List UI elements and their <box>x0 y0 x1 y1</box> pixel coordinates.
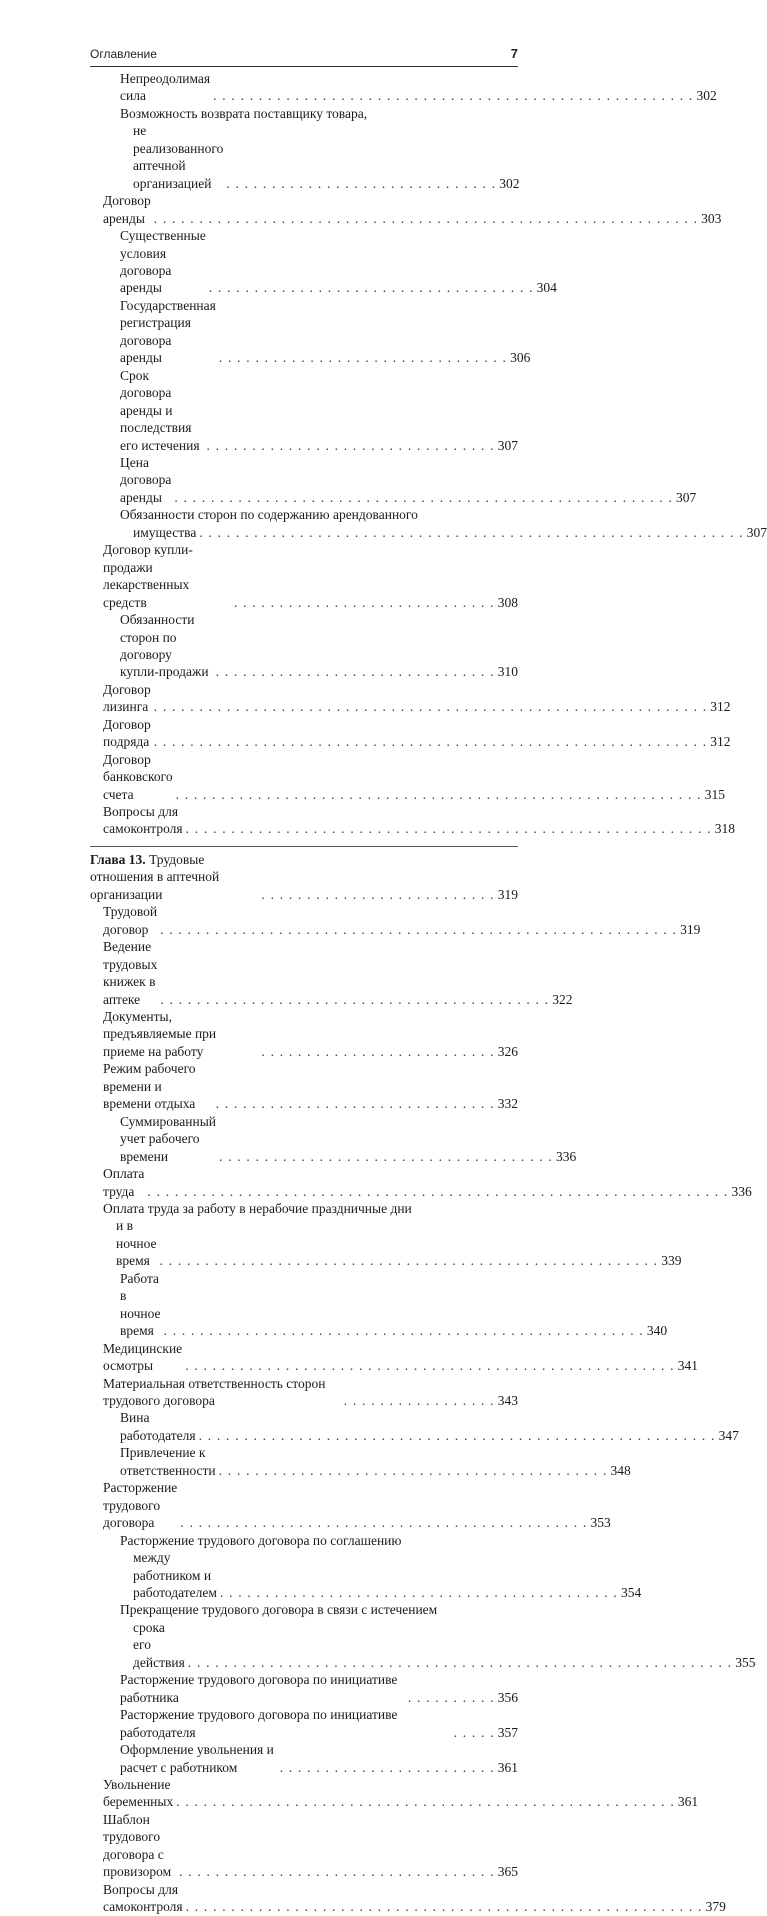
toc-entry-page: 319 <box>680 921 701 937</box>
toc-entry[interactable] <box>90 506 767 541</box>
toc-entry[interactable] <box>90 1113 577 1165</box>
toc-entry-title-continued: между работником и работодателем <box>133 1550 217 1600</box>
toc-entry[interactable] <box>90 1671 518 1706</box>
toc-entry-title: Существенные условия договора аренды <box>120 228 206 296</box>
toc-entry-page: 365 <box>497 1864 518 1880</box>
toc-entry[interactable] <box>90 192 722 227</box>
toc-entry-page: 343 <box>497 1392 518 1408</box>
toc-entry-page: 315 <box>704 786 725 802</box>
toc-entry[interactable] <box>90 297 531 367</box>
toc-entry-title: Работа в ночное время <box>120 1270 161 1339</box>
toc-entry-page: 357 <box>497 1724 518 1740</box>
toc-entry[interactable] <box>90 751 725 803</box>
leader-dots: . . . . . . . . . . . . . . . . . . . . . . . . . . . . . . . . . . . . <box>208 280 534 296</box>
toc-entry-page: 308 <box>497 594 518 610</box>
toc-entry-page: 336 <box>731 1183 752 1199</box>
toc-entry-title: Обязанности сторон по содержанию арендованного <box>120 507 418 523</box>
toc-entry-title: Государственная регистрация договора аренды <box>120 297 216 366</box>
toc-entry-page: 322 <box>552 991 573 1007</box>
leader-dots: . . . . . . . . . . . . . . . . . . . . . . . . . . . . . . . . . . . . . . . . . . . <box>218 1462 608 1478</box>
leader-dots: . . . . . . . . . . . . . . . . . . . . . . . . . . . . . . . . . . . . . . . . . . . . . . . . . . . . . . . . . . . . . <box>153 734 708 750</box>
toc-entry-page: 310 <box>497 664 518 680</box>
leader-dots: . . . . . . . . . . . . . . . . . . . . . . . . . . . . . . . . . . . . . . . . . . . . . . . . . . . . . . . <box>159 1253 659 1269</box>
toc-entry[interactable] <box>90 1165 752 1200</box>
toc-entry-title: Документы, предъявляемые при приеме на работу <box>103 1009 217 1059</box>
toc-entry[interactable] <box>90 803 735 838</box>
toc-entry-page: 336 <box>555 1148 577 1164</box>
toc-entry-title: Непреодолимая сила <box>120 71 211 104</box>
toc-entry[interactable] <box>90 1532 642 1602</box>
toc-entry-page: 318 <box>714 821 735 837</box>
leader-dots: . . . . . . . . . . . . . . . . . . . . . . . . . . . . . . . . . . . . . . . . . . . . . . . . . . . . . . . <box>174 489 674 505</box>
leader-dots: . . . . . . . . . . . . . . . . . . . . . . . . . . . . . <box>233 594 495 610</box>
running-header <box>90 44 518 64</box>
toc-entry-page: 341 <box>677 1358 698 1374</box>
toc-entry[interactable] <box>90 1776 699 1811</box>
leader-dots: . . . . . . . . . . . . . . . . . . . . . . . . . . . . . . . . . . . . . <box>218 1148 553 1164</box>
toc-entry-page: 361 <box>677 1794 699 1810</box>
toc-entry-page: 339 <box>661 1253 682 1269</box>
leader-dots: . . . . . . . . . . . . . . . . . . . . . . . . . . <box>261 1043 495 1059</box>
toc-entry-title-continued: срока его действия <box>133 1619 185 1670</box>
toc-entry-page: 356 <box>497 1689 518 1705</box>
toc-entry-page: 319 <box>497 886 518 902</box>
toc-entry[interactable] <box>90 1479 611 1531</box>
toc-entry[interactable] <box>90 1881 726 1916</box>
toc-entry-title: Расторжение трудового договора по соглашению <box>120 1532 402 1548</box>
leader-dots: . . . . . . . . . . . . . . . . . . . . . . . . . . . . . . . . <box>218 350 508 366</box>
toc-entry-page: 332 <box>497 1096 518 1112</box>
toc-entry[interactable] <box>90 70 717 105</box>
toc-entry-page: 354 <box>620 1584 642 1600</box>
toc-entry-title: Вина работодателя <box>120 1410 196 1443</box>
toc-entry[interactable] <box>90 1409 739 1444</box>
toc-entry-title: Расторжение трудового договора по инициативе работника <box>120 1672 398 1705</box>
toc-entry-title-continued: имущества <box>133 524 197 540</box>
toc-entry-page: 307 <box>676 489 697 505</box>
toc-entry-title-continued: и в ночное время <box>116 1218 157 1269</box>
toc-entry-title: Оформление увольнения и расчет с работником <box>120 1742 274 1775</box>
toc-entry[interactable] <box>90 681 731 716</box>
leader-dots: . . . . . . . . . . . . . . . . . . . . . . . . . . . . . . . . . . . . . . . . . . . . . . . . . . . . . . . . . <box>185 1899 703 1915</box>
toc-entry-title: Договор аренды <box>103 193 151 226</box>
toc-entry[interactable] <box>90 1060 518 1112</box>
toc-entry[interactable] <box>90 1270 668 1340</box>
toc-entry[interactable] <box>90 1811 518 1881</box>
toc-entry[interactable] <box>90 938 573 1008</box>
toc-entry[interactable] <box>90 1200 682 1270</box>
toc-entry-title: Прекращение трудового договора в связи с истечением <box>120 1602 438 1618</box>
toc-entry-title: Расторжение трудового договора <box>103 1480 178 1531</box>
toc-entry-title: Договор купли-продажи лекарственных средств <box>103 542 193 610</box>
table-of-contents <box>90 70 767 1916</box>
toc-chapter-title <box>90 851 258 903</box>
toc-chapter-entry[interactable] <box>90 851 518 903</box>
leader-dots: . . . . . . . . . . . . . . . . . . . . . . . . . . . . . . . . . . . . . . . . . . . . . . . . . . . . . . . . . . <box>185 821 712 837</box>
leader-dots: . . . . . . . . . . . . . . . . . . . . . . . . . . . . . . . . . . . . . . . . . . . . . . . . . . . . . . . . . <box>198 1427 716 1443</box>
toc-entry-page: 302 <box>696 88 717 104</box>
chapter-divider <box>90 846 518 847</box>
toc-entry[interactable] <box>90 454 697 506</box>
leader-dots: . . . . . . . . . . . . . . . . . . . . . . . . . . . . . . . . . . . . . . . . . . . . . . . . . . . . . . . . . . . . <box>199 524 744 540</box>
toc-entry-page: 306 <box>510 350 531 366</box>
leader-dots: . . . . . . . . . . . . . . . . . . . . . . . . . . . . . . . . . . . . . . . . . . . . <box>219 1584 618 1600</box>
toc-entry-title: Расторжение трудового договора по инициативе работодателя <box>120 1707 398 1740</box>
toc-entry-title: Вопросы для самоконтроля <box>103 804 183 837</box>
toc-entry-title-continued: не реализованного аптечной организацией <box>133 123 224 191</box>
toc-entry-title: Цена договора аренды <box>120 454 172 505</box>
toc-entry-title: Ведение трудовых книжек в аптеке <box>103 939 158 1007</box>
toc-entry-title: Шаблон трудового договора с провизором <box>103 1811 172 1880</box>
toc-entry-page: 353 <box>590 1515 611 1531</box>
page-number: 7 <box>510 46 518 61</box>
leader-dots: . . . . . . . . . . <box>407 1689 495 1705</box>
toc-entry-title: Привлечение к ответственности <box>120 1445 216 1478</box>
toc-entry-page: 348 <box>610 1462 631 1478</box>
leader-dots: . . . . . . . . . . . . . . . . . . . . . . . . . . . . . . . . . . . . . . . . . . . . . . . . . . . . . <box>213 88 694 104</box>
toc-entry-title: Трудовой договор <box>103 904 158 937</box>
toc-entry[interactable] <box>90 227 557 297</box>
leader-dots: . . . . . . . . . . . . . . . . . . . . . . . . . . . . . . . . . . . . . . . . . . . . . . . . . . . . . . . . . . <box>175 786 702 802</box>
leader-dots: . . . . . . . . . . . . . . . . . . . . . . . . . . . . . . . <box>215 664 495 680</box>
toc-entry[interactable] <box>90 1008 518 1060</box>
leader-dots: . . . . . . . . . . . . . . . . . . . . . . . . . . . . . . . . . . . . . . . . . . . . . . . . . . . . . . . . . . . . <box>187 1654 733 1670</box>
toc-entry-page: 303 <box>701 210 722 226</box>
toc-entry-title: Материальная ответственность сторон трудового договора <box>103 1375 326 1408</box>
toc-entry[interactable] <box>90 1706 518 1741</box>
toc-entry-page: 361 <box>497 1759 518 1775</box>
leader-dots: . . . . . . . . . . . . . . . . . . . . . . . . . . . . . . . . . . . . . . . . . . . . . . . . . . . . . . . . . . . . . . . . <box>147 1183 729 1199</box>
leader-dots: . . . . . . . . . . . . . . . . . . . . . . . . . . . . . . . . . . . . . . . . . . . . . . . . . . . . . . . . . . . . . <box>153 699 708 715</box>
leader-dots: . . . . . . . . . . . . . . . . . . . . . . . . . . . . . . . . . . . . . . . . . . . <box>160 991 550 1007</box>
toc-entry-title: Режим рабочего времени и времени отдыха <box>103 1061 196 1112</box>
leader-dots: . . . . . . . . . . . . . . . . . . . . . . . . . . . . . . . . . . . . . . . . . . . . . . . . . . . . . . . . . . . . <box>153 210 699 226</box>
toc-entry[interactable] <box>90 611 518 681</box>
toc-entry-page: 347 <box>718 1427 739 1443</box>
toc-entry-page: 326 <box>497 1043 518 1059</box>
toc-entry[interactable] <box>90 541 518 611</box>
toc-entry-page: 312 <box>710 734 731 750</box>
toc-entry-title: Медицинские осмотры <box>103 1340 183 1374</box>
toc-entry-title: Возможность возврата поставщику товара, <box>120 105 368 121</box>
toc-entry[interactable] <box>90 1444 631 1479</box>
leader-dots: . . . . . . . . . . . . . . . . . . . . . . . . . . . . . . . . . . . . . . . . . . . . . . . . . . . . . . . . . <box>160 921 678 937</box>
toc-entry[interactable] <box>90 105 518 192</box>
toc-entry[interactable] <box>90 367 518 454</box>
leader-dots: . . . . . . . . . . . . . . . . . . . . . . . . . . . . . . . . . . . . . . . . . . . . . <box>180 1515 588 1531</box>
chapter-spacer <box>90 838 518 846</box>
toc-entry[interactable] <box>90 1375 518 1410</box>
leader-dots: . . . . . . . . . . . . . . . . . . . . . . . . . . . . . . . <box>215 1096 495 1112</box>
toc-entry-page: 304 <box>536 280 557 296</box>
leader-dots: . . . . . . . . . . . . . . . . . . . . . . . . . . . . . . <box>226 175 497 191</box>
toc-entry-title: Договор банковского счета <box>103 751 173 802</box>
toc-entry[interactable] <box>90 903 701 938</box>
toc-entry[interactable] <box>90 1741 518 1776</box>
toc-entry-title: Оплата труда за работу в нерабочие праздничные дни <box>103 1201 412 1216</box>
toc-entry-page: 340 <box>646 1323 668 1339</box>
leader-dots: . . . . . . . . . . . . . . . . . . . . . . . . . . . . . . . . . . . . . . . . . . . . . . . . . . . . . <box>163 1323 644 1339</box>
toc-entry-title: Суммированный учет рабочего времени <box>120 1113 216 1164</box>
toc-entry-title: Срок договора аренды и последствия его истечения <box>120 367 200 453</box>
toc-entry-title: Обязанности сторон по договору купли-продажи <box>120 612 209 680</box>
toc-entry-title: Оплата труда <box>103 1166 145 1199</box>
leader-dots: . . . . . . . . . . . . . . . . . . . . . . . . . . . . . . . . . . . <box>179 1864 495 1880</box>
leader-dots: . . . . . <box>453 1724 495 1740</box>
leader-dots: . . . . . . . . . . . . . . . . . <box>343 1392 495 1408</box>
leader-dots: . . . . . . . . . . . . . . . . . . . . . . . . <box>279 1759 495 1775</box>
toc-entry-title: Вопросы для самоконтроля <box>103 1881 183 1915</box>
chapter-name: Трудовые отношения в аптечной организации <box>90 851 220 902</box>
toc-entry-page: 302 <box>499 175 520 191</box>
toc-entry-page: 307 <box>746 524 767 540</box>
toc-entry[interactable] <box>90 716 731 751</box>
header-title: Оглавление <box>90 47 157 61</box>
toc-entry-title: Увольнение беременных <box>103 1776 174 1810</box>
leader-dots: . . . . . . . . . . . . . . . . . . . . . . . . . . . . . . . . . . . . . . . . . . . . . . . . . . . . . . <box>185 1358 675 1374</box>
leader-dots: . . . . . . . . . . . . . . . . . . . . . . . . . . <box>261 886 495 902</box>
header-rule <box>90 66 518 67</box>
toc-entry[interactable] <box>90 1601 756 1671</box>
toc-entry[interactable] <box>90 1340 698 1375</box>
toc-entry-title: Договор подряда <box>103 716 151 750</box>
toc-entry-page: 379 <box>705 1899 726 1915</box>
toc-entry-page: 312 <box>710 699 731 715</box>
toc-entry-page: 355 <box>735 1654 756 1670</box>
leader-dots: . . . . . . . . . . . . . . . . . . . . . . . . . . . . . . . . <box>206 437 495 453</box>
toc-entry-title: Договор лизинга <box>103 681 151 715</box>
toc-entry-page: 307 <box>497 437 518 453</box>
leader-dots: . . . . . . . . . . . . . . . . . . . . . . . . . . . . . . . . . . . . . . . . . . . . . . . . . . . . . . . <box>176 1794 675 1810</box>
chapter-label: Глава 13. <box>90 851 146 867</box>
